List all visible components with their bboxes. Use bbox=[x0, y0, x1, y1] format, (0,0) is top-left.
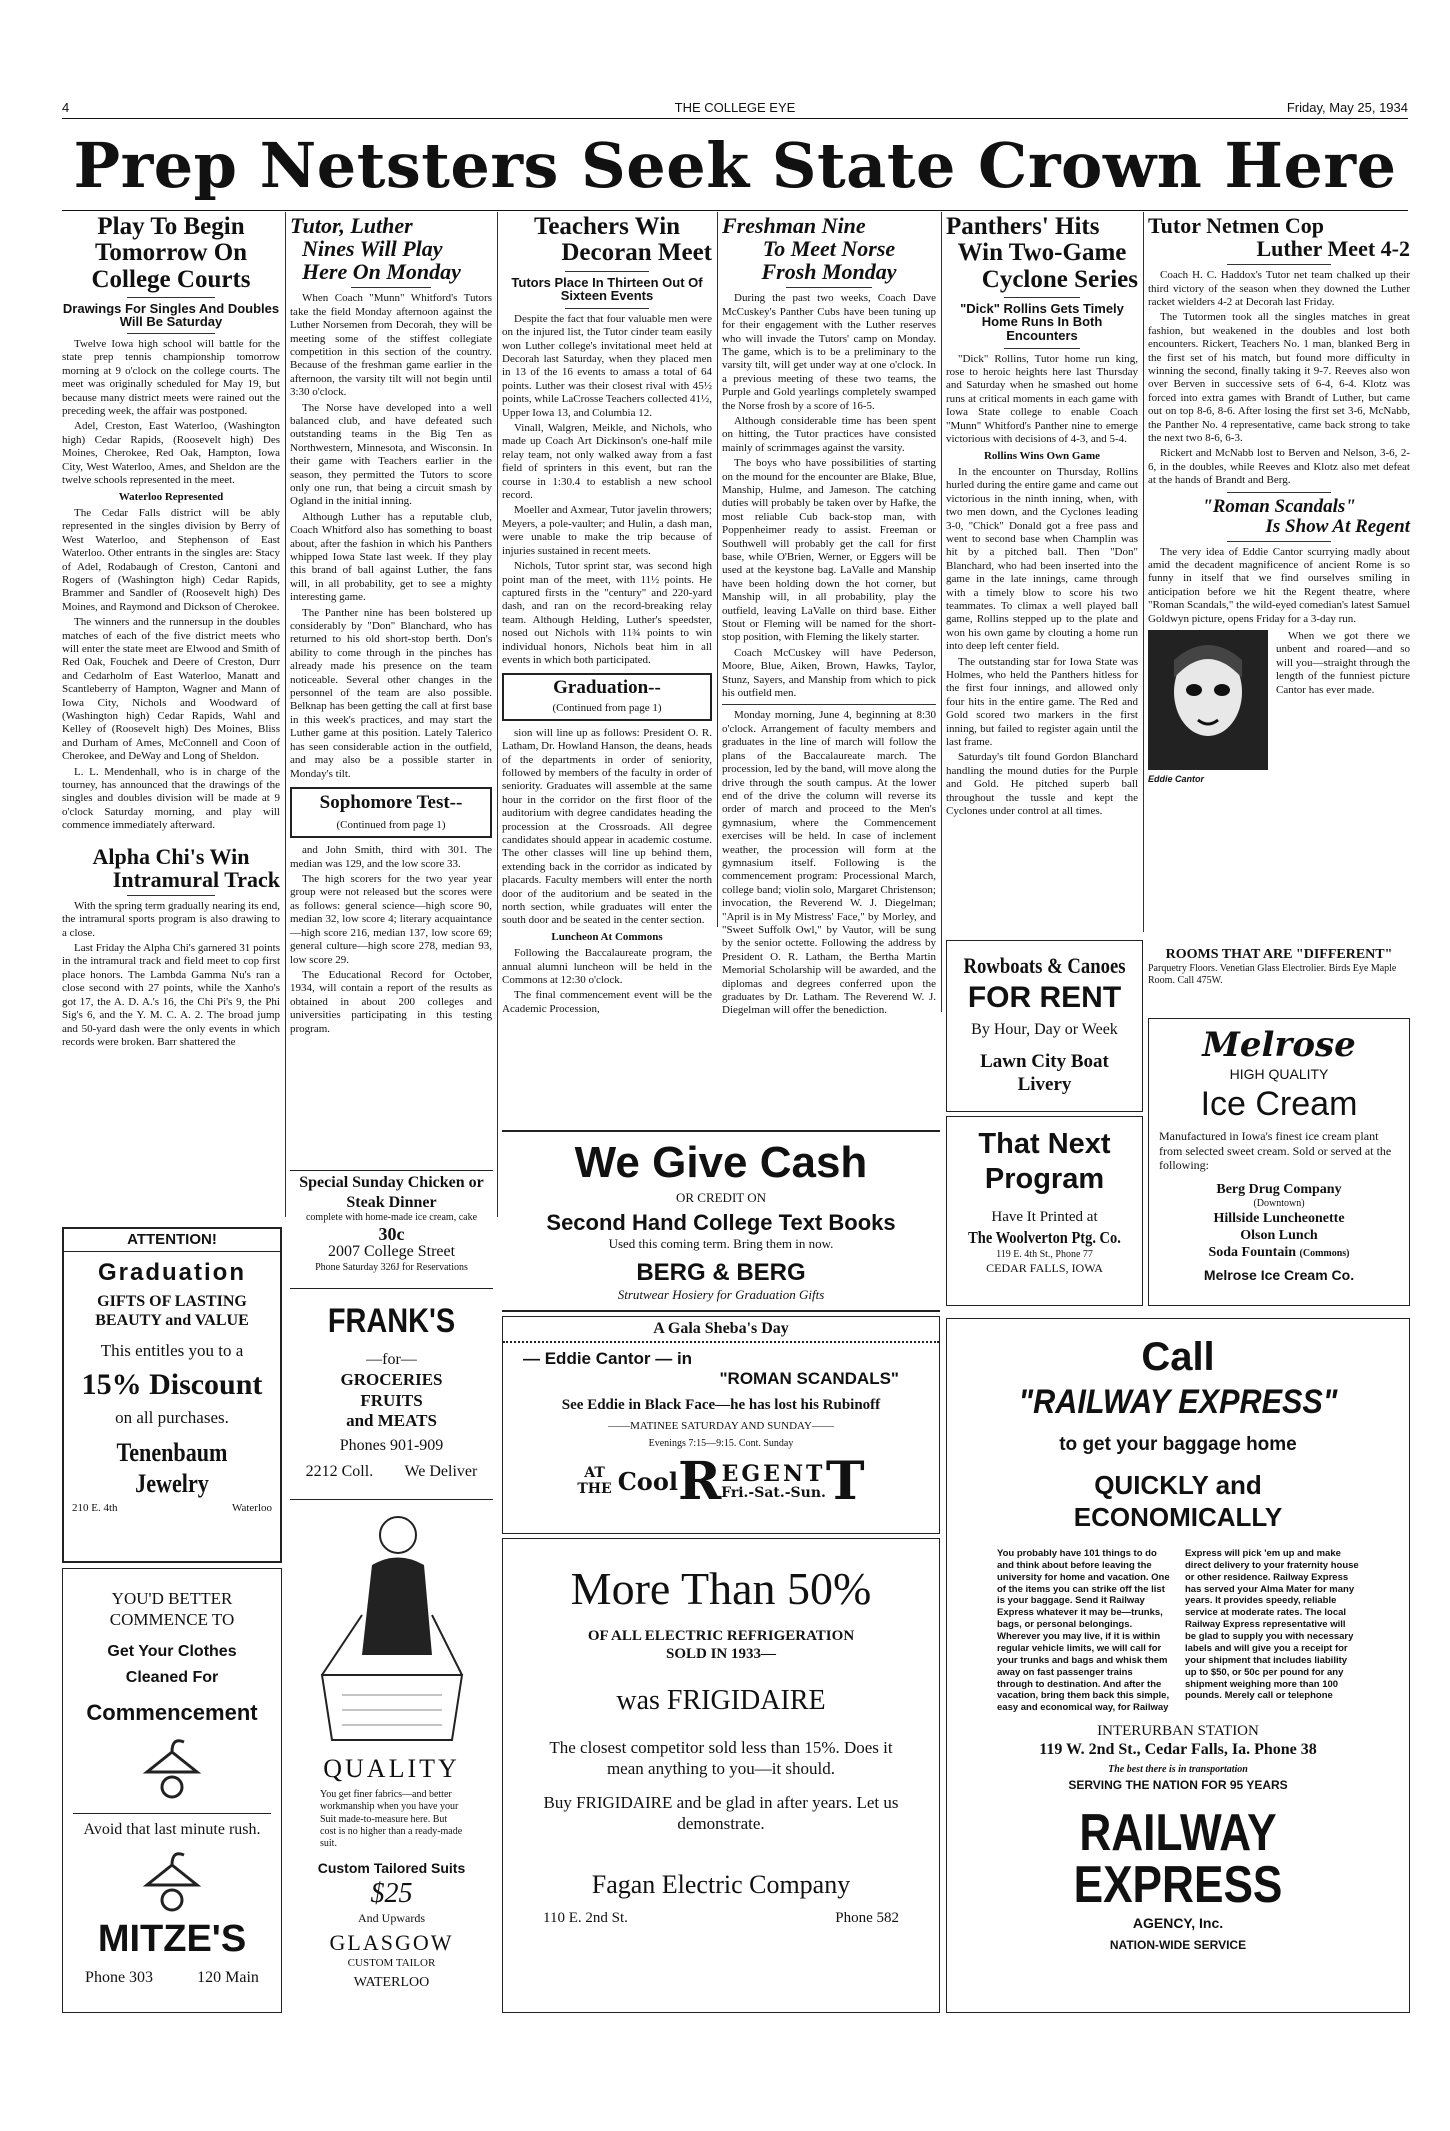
article-headline: Tutor Netmen Cop Luther Meet 4-2 bbox=[1148, 213, 1410, 262]
article-deck: Tutors Place In Thirteen Out Of Sixteen Events bbox=[511, 274, 703, 304]
photo-caption: Eddie Cantor bbox=[1148, 774, 1205, 785]
article-paragraph: The outstanding star for Iowa State was Holmes, who held the Panthers hitless for the first four innings, and allowed only four hits in the entire game. The Red and Gold scored two markers in the first inning, but failed to register again until the last frame. bbox=[946, 655, 1138, 749]
article-paragraph: Last Friday the Alpha Chi's garnered 31 points in the intramural track and field meet to cop first place honors. The Lambda Gamma Nu's ran a close second with 27 points, while the Xanho's got 17, the A. D. A.'s 16, the Chi Pi's 9, the Phi Sig's 6, and the Y. M. C. A. 2. The broad jump and 50-yard dash were the only events in which records were broken. Barr shattered the bbox=[62, 942, 280, 1048]
headline-rule bbox=[62, 210, 1408, 211]
article-subhead: Waterloo Represented bbox=[118, 490, 224, 503]
article-paragraph: Adel, Creston, East Waterloo, (Washington high) Cedar Rapids, (Roosevelt high) Des Moines, Cherokee, Red Oak, Hampton, Iowa City, West Waterloo, Ames, and Sheldon are the twelve schools represented in the meet. bbox=[62, 420, 280, 487]
column-rule bbox=[1143, 212, 1144, 932]
article-play-to-begin bbox=[62, 214, 280, 1224]
article-headline: Panthers' Hits Win Two-Game Cyclone Series bbox=[946, 213, 1138, 293]
column-rule bbox=[285, 212, 286, 1217]
article-paragraph: In the encounter on Thursday, Rollins hurled during the entire game and came out victorious in the ninth inning, when, with two men down, and the Cyclones leading 3-0, "Chick" Donald got a free pass and went to second base when Champlin was hit by a pitched ball. Then "Don" Blanchard, who had been inserted into the game in the late innings, came through with a timely blow to score his two teammates. To climax a well played ball game, Rollins stepped up to the plate and won his own game by clouting a home run into deep left center field. bbox=[946, 465, 1138, 653]
article-headline: Freshman Nine To Meet Norse Frosh Monday bbox=[722, 213, 897, 285]
article-headline: Teachers Win Decoran Meet bbox=[533, 213, 712, 267]
article-paragraph: During the past two weeks, Coach Dave McCuskey's Panther Cubs have been tuning up for their engagement with the Luther reserves who will invade the Tutors' camp on Monday. The game, which is to be a preliminary to the varsity tilt, will get under way at one o'clock. In a previous meeting of these two teams, the Purple and Gold yearlings completely swamped the Norse frosh by a score of 16-5. bbox=[722, 292, 936, 412]
ad-mitzes: YOU'D BETTER COMMENCE TO Get Your Clothes Cleaned For Commencement Avoid that last minute rush. MITZE'S Phone 303 120 Main bbox=[62, 1568, 282, 2013]
continued-box: Sophomore Test-- (Continued from page 1) bbox=[290, 787, 492, 838]
article-paragraph: The very idea of Eddie Cantor scurrying madly about amid the decadent magnificence of ancient Rome is so funny in itself that we find ourselves smiling in anticipation before we hit the Regent theatre, where "Roman Scandals," the wild-eyed comedian's latest Samuel Goldwyn picture, opens Friday for a 3-day run. bbox=[1148, 545, 1410, 625]
column-rule bbox=[497, 212, 498, 1217]
article-paragraph: Moeller and Axmear, Tutor javelin throwers; Meyers, a pole-vaulter; and Hulin, a dash man, were unable to make the trip because of injuries sustained in recent meets. bbox=[502, 504, 712, 557]
ad-rooms: ROOMS THAT ARE "DIFFERENT" Parquetry Floors. Venetian Glass Electrolier. Birds Eye Maple Room. Call 475W. bbox=[1148, 947, 1397, 987]
article-teachers-win bbox=[502, 213, 712, 1015]
article-paragraph: L. L. Mendenhall, who is in charge of the tourney, has announced that the drawings of the singles and doubles division will be made at 9 o'clock Saturday morning, and play will commence immediately afterward. bbox=[62, 765, 280, 832]
hanger-icon bbox=[142, 1845, 202, 1915]
article-paragraph: The Educational Record for October, 1934, will contain a report of the results as obtained in about 200 colleges and universities participating in this testing program. bbox=[290, 968, 492, 1035]
ad-berg-cash: We Give Cash OR CREDIT ON Second Hand College Text Books Used this coming term. Bring them in now. BERG & BERG Strutwear Hosiery for Graduation Gifts bbox=[502, 1130, 940, 1312]
article-paragraph: The Tutormen took all the singles matches in great fashion, but weakened in the doubles and lost both encounters. Rickert, Teachers No. 1 man, blanked Berg in the first set of his match, but found more difficulty in winning the second, finally taking it 9-7. Reeves also won over Berven in successive sets of 6-4, 6-4. Klotz was forced into extra games with Brandt of Luther, but came out on top 8-6, 8-6. After losing the first set 3-6, McNabb, the Panther No. 4 representative, came back strong to take the next two 8-6, 6-3. bbox=[1148, 311, 1410, 445]
ad-sunday-dinner-address: 2007 College Street Phone Saturday 326J for Reservations bbox=[315, 1243, 468, 1273]
ad-woolverton: That Next Program Have It Printed at The Woolverton Ptg. Co. 119 E. 4th St., Phone 77 CEDAR FALLS, IOWA bbox=[946, 1116, 1143, 1306]
article-paragraph: The Cedar Falls district will be ably represented in the singles division by Berry of West Waterloo, and Stephenson of East Waterloo. Other entrants in the singles are: Stacy of Adel, Rodabaugh of Creston, Cantoni and Rogers of (Washington high) Cedar Rapids, Brammer and Sandler of (Roosevelt high) Des Moines, and Raymond and Dickson of Cherokee. bbox=[62, 506, 280, 613]
article-headline: Play To Begin Tomorrow On College Courts bbox=[91, 213, 251, 293]
ad-tenenbaum: ATTENTION! Graduation GIFTS OF LASTING BEAUTY and VALUE This entitles you to a 15% Discount on all purchases. Tenenbaum Jewelry 210 E. 4th Waterloo bbox=[62, 1227, 282, 1563]
article-subhead: Luncheon At Commons bbox=[551, 930, 663, 943]
article-paragraph: Coach McCuskey will have Pederson, Moore, Blue, Aiken, Brown, Hawks, Taylor, Stunz, Sayers, and Manship from which to pick his outfield men. bbox=[722, 646, 936, 700]
article-paragraph: Nichols, Tutor sprint star, was second high point man of the meet, with 11½ points. He captured firsts in the "century" and 220-yard dash, and ran on the record-breaking relay team. Although Helding, Luther's speedster, nosed out Nichols with 11¾ points to win individual honors, Nichols beat him in all events in which both participated. bbox=[502, 560, 712, 666]
article-paragraph: Although considerable time has been spent on hitting, the Tutor practices have consisted mainly of scrimmages against the varsity. bbox=[722, 414, 936, 454]
article-paragraph: With the spring term gradually nearing its end, the intramural sports program is also drawing to a close. bbox=[62, 899, 280, 939]
ad-regent-theatre: A Gala Sheba's Day — Eddie Cantor — in "ROMAN SCANDALS" See Eddie in Black Face—he has lost his Rubinoff ——MATINEE SATURDAY AND SUNDAY—— Evenings 7:15—9:15. Cont. Sunday AT THE Cool R EGENT Fri.-Sat.-Sun. T bbox=[502, 1316, 940, 1534]
article-paragraph: Saturday's tilt found Gordon Blanchard handling the mound duties for the Purple and Gold. He pitched superb ball throughout the tussle and kept the Cyclones under control at all times. bbox=[946, 751, 1138, 818]
article-paragraph: The final commencement event will be the Academic Procession, bbox=[502, 989, 712, 1015]
issue-date: Friday, May 25, 1934 bbox=[1286, 100, 1408, 115]
ad-glasgow: QUALITY You get finer fabrics—and better workmanship when you have your Suit made-to-measure here. But cost is no higher than a ready-made suit. Custom Tailored Suits $25 And Upwards GLASGOW CUSTOM TAILOR WATERLOO bbox=[290, 1505, 493, 2010]
ad-frigidaire: More Than 50% OF ALL ELECTRIC REFRIGERATION SOLD IN 1933— was FRIGIDAIRE The closest competitor sold less than 15%. Does it mean anything to you—it should. Buy FRIGIDAIRE and be glad in after years. Let us demonstrate. Fagan Electric Company 110 E. 2nd St. Phone 582 bbox=[502, 1538, 940, 2013]
article-paragraph: "Dick" Rollins, Tutor home run king, rose to heroic heights here last Thursday and Saturday when he smashed out home runs at critical moments in each game with Iowa State college to enable Coach "Munn" Whitford's Panther nine to emerge victorious with decisions of 4-3, and 5-4. bbox=[946, 352, 1138, 446]
ad-sunday-dinner: Special Sunday Chicken or Steak Dinner complete with home-made ice cream, cake 30c bbox=[290, 1170, 493, 1242]
article-paragraph: Rickert and McNabb lost to Berven and Nelson, 3-6, 2-6, in the doubles, while Reeves and Klotz also met defeat at the hands of Brandt and Berg. bbox=[1148, 447, 1410, 487]
ad-rowboats: Rowboats & Canoes FOR RENT By Hour, Day or Week Lawn City Boat Livery bbox=[946, 940, 1143, 1112]
article-paragraph: The boys who have possibilities of starting on the mound for the encounter are Blake, Blue, Manship, Hulme, and Jameson. The catching duties will probably be taken over by Hafke, the most reliable Cub back-stop man, with Poppenheimer ready to assist. Freeman or Southwell will probably get the call for first base, while O'Brien, Werner, or Eggers will be used at the keystone bag. LaValle and Manship have been holding down the hot corner, but Manship will, in all probability, play the outfield, leaving LaValle on third base. Either Stout or Fleming will be named for the short-stop position, with Fleming the likely starter. bbox=[722, 457, 936, 644]
article-deck: Drawings For Singles And Doubles Will Be Saturday bbox=[62, 300, 280, 330]
article-paragraph: Following the Baccalaureate program, the annual alumni luncheon will be held in the Commons at 12:30 o'clock. bbox=[502, 947, 712, 986]
article-tutor-netmen bbox=[1148, 214, 1410, 944]
article-paragraph: The Norse have developed into a well balanced club, and have defeated such outstanding teams in the Big Ten as Northwestern, Minnesota, and Wisconsin. In their game with Teachers earlier in the season, they permitted the Tutors to score only one run, that being a circuit smash by Ogland in the initial inning. bbox=[290, 401, 492, 508]
ad-melrose: Melrose HIGH QUALITY Ice Cream Manufactured in Iowa's finest ice cream plant from selected sweet cream. Sold or served at the following: Berg Drug Company (Downtown) Hillside Luncheonette Olson Lunch Soda Fountain (Commons) Melrose Ice Cream Co. bbox=[1148, 1018, 1410, 1306]
article-paragraph: The high scorers for the two year year group were not released but the scores were as follows: general science—high score 90, median 32, low score 4; literary acquaintance—high score 216, median 137, low score 69; general culture—high score 278, median 93, low score 29. bbox=[290, 873, 492, 966]
hanger-icon bbox=[142, 1732, 202, 1802]
article-paragraph: and John Smith, third with 301. The median was 129, and the low score 33. bbox=[290, 844, 492, 870]
masthead bbox=[62, 100, 1408, 118]
page-number: 4 bbox=[62, 100, 70, 115]
masthead-rule bbox=[62, 118, 1408, 119]
article-paragraph: Although Luther has a reputable club, Coach Whitford also has something to boast about, after the fashion in which his Panthers whipped Iowa State last week. If they play this brand of ball against Luther, the fans will, in all probability, get to see a mighty interesting game. bbox=[290, 510, 492, 604]
column-rule bbox=[717, 212, 718, 927]
article-paragraph: Despite the fact that four valuable men were on the injured list, the Tutor cinder team easily won Luther college's invitational meet held at Decorah last Saturday, when they placed men in 13 of the 16 events to amass a total of 64 points. Luther was their closest rival with 45½ points, while LaCrosse Teachers collected 41½, Upper Iowa 13, and Columbia 12. bbox=[502, 312, 712, 419]
ad-franks: FRANK'S —for— GROCERIES FRUITS and MEATS Phones 901-909 2212 Coll. We Deliver bbox=[290, 1288, 493, 1500]
article-freshman-nine bbox=[722, 213, 936, 1017]
article-paragraph: sion will line up as follows: President O. R. Latham, Dr. Howland Hanson, the deans, heads of the departments in order of seniority, followed by members of the faculty in order of seniority. Graduates will assemble at the same hour in the corridor on the first floor of the auditorium with degree candidates heading the procession at the Crossroads. All degree candidates should appear in academic costume. The other classes will line up behind them, extending back in the corridor as indicated by placards. Faculty members will enter the north door of the auditorium and be seated in the north section, while graduates will enter the south door and be seated in the center section. bbox=[502, 726, 712, 927]
continued-box: Graduation-- (Continued from page 1) bbox=[502, 673, 712, 720]
portrait-illustration bbox=[1148, 630, 1268, 770]
main-headline: Prep Netsters Seek State Crown Here bbox=[73, 129, 1397, 202]
article-headline: "Roman Scandals" Is Show At Regent bbox=[1202, 495, 1410, 537]
article-paragraph: When we got there we unbent and roared—and so will you—straight through the length of the funniest picture Cantor has ever made. bbox=[1276, 630, 1410, 696]
article-paragraph: Vinall, Walgren, Meikle, and Nichols, who made up Coach Art Dickinson's one-half mile relay team, not only walked away from a fast field of sprinters in this event, but ran the course in 1:30.4 to establish a new school record. bbox=[502, 422, 712, 502]
article-headline: Alpha Chi's Win Intramural Track bbox=[92, 843, 280, 892]
article-paragraph: Monday morning, June 4, beginning at 8:30 o'clock. Arrangement of faculty members and graduates in the line of march will follow the plans of the Baccalaureate march. The procession, led by the band, will move along the drive through the south campus. At the lower end of the drive the column will reverse its order of march and proceed to the Men's gymnasium, where the Commencement exercises will be held. In case of inclement weather, the procession will form at the gymnasium itself. Following is the commencement program: Processional March, college band; violin solo, Margaret Christenson; invocation, the Reverend W. J. Diegelman; "April is in My Mistress' Face," by Morley, and "Sweet Suffolk Owl," by Vautor, will be sung by the senior octette. Following the address by President O. R. Latham, the Bertha Martin Memorial Scholarship will be awarded, and the diplomas and degrees conferred upon the graduates by Dr. Latham. The Reverend W. J. Diegelman will offer the benediction. bbox=[722, 709, 936, 1017]
article-paragraph: The winners and the runnersup in the doubles matches of each of the five district meets who will enter the state meet are Elwood and Smith of Red Oak, Fouchek and Deere of Creston, Durr and Cedarholm of East Waterloo, Manatt and Scantleberry of Hampton, Wagner and Mann of Iowa City, Nichols and Woodward of (Washington high) Cedar Rapids, Wahl and Kelley of (Roosevelt high) Des Moines, Bliss and Durham of Ames, McConnell and Coon of Cherokee, and DeWay and Long of Sheldon. bbox=[62, 616, 280, 763]
article-paragraph: When Coach "Munn" Whitford's Tutors take the field Monday afternoon against the Luther Norsemen from Decorah, they will be meeting some of the stiffest collegiate competition in this section of the country. Because of the freshman game earlier in the afternoon, the varsity tilt will not begin until 3:30 o'clock. bbox=[290, 292, 492, 399]
article-tutor-luther bbox=[290, 214, 492, 1219]
eddie-cantor-photo bbox=[1148, 630, 1268, 785]
article-deck: "Dick" Rollins Gets Timely Home Runs In Both Encounters bbox=[960, 300, 1124, 344]
newspaper-name: THE COLLEGE EYE bbox=[674, 100, 796, 115]
article-paragraph: Twelve Iowa high school will battle for the state prep tennis championship tomorrow morning at 9 o'clock on the college courts. The meet was originally scheduled for May 19, but because many district meets were rained out the preceding week, the affair was postponed. bbox=[62, 338, 280, 418]
article-panthers-hits bbox=[946, 214, 1138, 934]
tailor-illustration bbox=[302, 1505, 482, 1745]
article-subhead: Rollins Wins Own Game bbox=[983, 449, 1101, 462]
article-paragraph: The Panther nine has been bolstered up considerably by "Don" Blanchard, who has returned to his old short-stop berth. Don's ability to come through in the pinches has already made his presence on the team noticeable. Several other changes in the personnel of the team are also possible. Belknap has been getting the call at first base in this week's practices, and may start the Luther game at this position. Lately Talerico has seen considerable action in the outfield, and may also be a possible starter in Monday's tilt. bbox=[290, 606, 492, 780]
article-paragraph: Coach H. C. Haddox's Tutor net team chalked up their third victory of the season when they downed the Luther racket wielders 4-2 at Decorah last Friday. bbox=[1148, 269, 1410, 308]
article-headline: Tutor, Luther Nines Will Play Here On Monday bbox=[290, 213, 461, 285]
column-rule bbox=[941, 212, 942, 1012]
ad-railway-express: Call "RAILWAY EXPRESS" to get your baggage home QUICKLY and ECONOMICALLY You probably have 101 things to do and think about before leaving the university for home and vacation. One of the items you can strike off the list is your baggage. Send it Railway Express whatever it may be—trunks, bags, or personal belongings. Wherever you may live, if it is within regular vehicle limits, we will call for your trunks and bags and whisk them away on fast passenger trains through to destination. And after the vacation, bring them back this simple, easy and economical way, for Railway Express will pick 'em up and make direct delivery to your fraternity house or other residence. Railway Express has served your Alma Mater for many years. It provides speedy, reliable service at moderate rates. The local Railway Express representative will be glad to supply you with necessary labels and will give you a receipt for your shipment that includes liability up to $50, or 50c per pound for any shipment weighing more than 100 pounds. Merely call or telephone INTERURBAN STATION 119 W. 2nd St., Cedar Falls, Ia. Phone 38 The best there is in transportation SERVING THE NATION FOR 95 YEARS RAILWAY EXPRESS AGENCY, Inc. NATION-WIDE SERVICE bbox=[946, 1318, 1410, 2013]
